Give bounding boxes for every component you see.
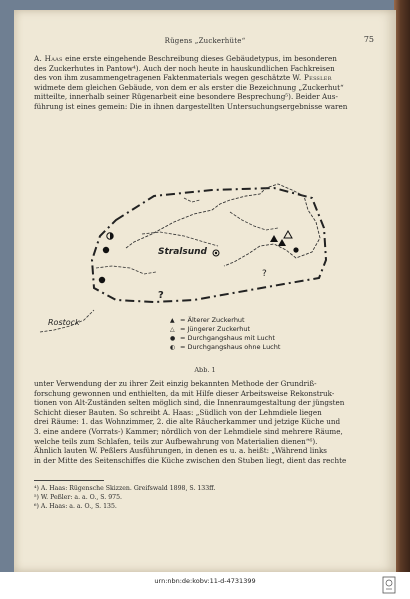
map-label-question: ? [262, 269, 267, 279]
book-page [14, 10, 396, 572]
text-line: drei Räume: 1. das Wohnzimmer, 2. die alte Räucherkammer und jetzige Küche und [34, 417, 341, 427]
text-line: unter Verwendung der zu ihrer Zeit einzig bekannten Methode der Grundriß- [34, 379, 317, 388]
legend-symbol: △ [170, 326, 175, 333]
text-line: eine erste eingehende Beschreibung dieses Gebäudetypus, im besonderen [65, 54, 337, 63]
text-line: Schicht dieser Bauten. So schreibt A. Haas: „Südlich von der Lehmdiele liegen [34, 407, 322, 417]
legend-symbol: ▲ [170, 317, 175, 324]
map-label-question: ? [158, 290, 164, 301]
urn-identifier: urn:nbn:de:kobv:11-d-4731399 [154, 577, 256, 585]
coastline [184, 198, 200, 202]
text-line: widmete dem gleichen Gebäude, von dem er als erster die Bezeichnung „Zuckerhut“ [34, 82, 344, 92]
legend-symbol: ● [170, 335, 176, 342]
marker-durchgangshaus-mit-lucht [293, 247, 298, 252]
text-line: tionen von Alt-Zuständen selten möglich sind, die Innenraumgestaltung der jüngsten [34, 398, 345, 408]
marker-juengerer-zuckerhut [284, 231, 292, 238]
marker-durchgangshaus-ohne-lucht [107, 233, 113, 239]
boundary-line [92, 188, 326, 302]
legend-label: = Jüngerer Zuckerhut [180, 325, 251, 333]
text-line: führung ist eines gemein: Die in ihnen dargestellten Untersuchungsergebnisse waren [34, 101, 348, 111]
coastline [230, 212, 278, 230]
author-name: W. Peßler [292, 73, 332, 83]
legend-label: = Älterer Zuckerhut [180, 316, 245, 324]
bottom-paragraph [34, 379, 370, 465]
book-edge [394, 0, 410, 572]
footnote-rule [34, 480, 104, 481]
text-line: Ähnlich lauten W. Peßlers Ausführungen, in denen es u. a. heißt: „Während links [34, 446, 327, 456]
coastline [96, 266, 156, 274]
text-line: des von ihm zusammengetragenen Faktenmaterials wegen geschätzte [34, 73, 291, 83]
marker-durchgangshaus-mit-lucht [103, 247, 109, 253]
text-line: 3. eine andere (Vorrats-) Kammer; nördlich von der Lehmdiele sind mehrere Räume, [34, 426, 343, 436]
rugen-map [34, 150, 374, 360]
text-line: forschung gewonnen und enthielten, da mit Hilfe dieser Arbeitsweise Rekonstruk- [34, 388, 335, 398]
author-name: A. Haas [34, 54, 63, 63]
text-line: welche teils zum Schlafen, teils zur Aufbewahrung von Materialien dienen“⁶). [34, 436, 318, 446]
text-line: mitteilte, innerhalb seiner Rügenarbeit eine besondere Besprechung⁵). Beider Aus- [34, 92, 338, 102]
text-line: des Zuckerhutes in Pantow⁴). Auch der noch heute in hauskundlichen Fachkreisen [34, 63, 335, 73]
footnote: ⁶) A. Haas: a. a. O., S. 135. [34, 503, 117, 510]
footnote: ⁴) A. Haas: Rügensche Skizzen. Greifswald 1898, S. 133ff. [34, 485, 216, 492]
map-legend [170, 315, 281, 351]
footnote: ⁵) W. Peßler: a. a. O., S. 975. [34, 494, 122, 501]
figure-caption: Abb. 1 [194, 366, 216, 374]
marker-aelterer-zuckerhut [278, 239, 286, 246]
marker-durchgangshaus-mit-lucht [99, 277, 105, 283]
stralsund-symbol [213, 250, 219, 256]
library-seal-icon [382, 576, 396, 594]
legend-symbol: ◐ [170, 344, 176, 351]
page-number: 75 [363, 35, 374, 44]
map-label-stralsund: Stralsund [158, 247, 207, 257]
map-label-rostock: Rostock [48, 318, 80, 327]
legend-label: = Durchgangshaus mit Lucht [180, 334, 275, 342]
coastline [142, 232, 218, 246]
text-line: in der Mitte des Seitenschiffes die Küche zwischen den Stuben liegt, dient das rechte [34, 455, 347, 465]
top-paragraph [34, 54, 370, 112]
footnotes [34, 484, 370, 511]
legend-label: = Durchgangshaus ohne Lucht [180, 343, 281, 351]
marker-aelterer-zuckerhut [270, 235, 278, 242]
running-head: Rügens „Zuckerhüte“ [164, 37, 246, 45]
